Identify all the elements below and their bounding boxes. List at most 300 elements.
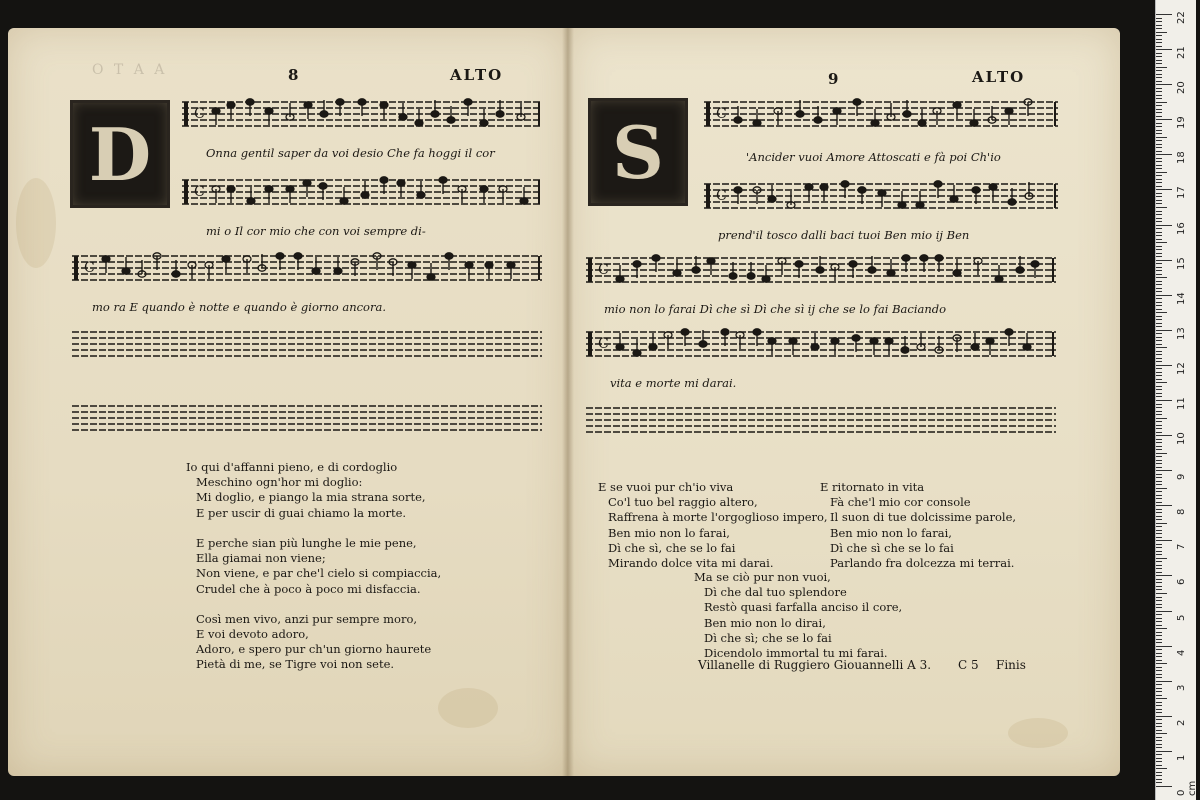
ruler-minor-tick xyxy=(1156,519,1162,520)
colophon: Villanelle di Ruggiero Giouannelli A 3. xyxy=(698,658,932,672)
ruler-minor-tick xyxy=(1156,568,1162,569)
ruler-minor-tick xyxy=(1156,775,1162,776)
ruler-minor-tick xyxy=(1156,523,1167,524)
ruler-minor-tick xyxy=(1156,782,1162,783)
music-staff-2 xyxy=(182,170,542,220)
ruler-minor-tick xyxy=(1156,488,1167,489)
ruler-minor-tick xyxy=(1156,133,1162,134)
poem-line: Dì che sì; che se lo fai xyxy=(704,630,832,645)
ruler-minor-tick xyxy=(1156,274,1162,275)
ruler-minor-tick xyxy=(1156,158,1162,159)
lyric-line-1: 'Ancider vuoi Amore Attoscati e fà poi Ch'io xyxy=(746,150,1001,164)
ruler-minor-tick xyxy=(1156,372,1162,373)
ruler-minor-tick xyxy=(1156,761,1162,762)
poem-line: E se vuoi pur ch'io viva xyxy=(598,480,734,494)
ruler-minor-tick xyxy=(1156,179,1162,180)
ruler-minor-tick xyxy=(1156,779,1162,780)
ruler-minor-tick xyxy=(1156,281,1162,282)
ruler-tick xyxy=(1156,225,1172,226)
ruler-minor-tick xyxy=(1156,46,1162,47)
lyric-line-2: prend'il tosco dalli baci tuoi Ben mio ij Ben xyxy=(718,228,970,242)
ruler-minor-tick xyxy=(1156,600,1162,601)
ruler-minor-tick xyxy=(1156,509,1162,510)
ruler-minor-tick xyxy=(1156,358,1162,359)
ruler-minor-tick xyxy=(1156,467,1162,468)
poem-line xyxy=(186,597,441,612)
svg-text:C: C xyxy=(598,336,609,353)
poem-line: Raffrena à morte l'orgoglioso impero, xyxy=(608,510,828,525)
ruler-minor-tick xyxy=(1156,42,1162,43)
ruler-minor-tick xyxy=(1156,628,1167,629)
ruler-minor-tick xyxy=(1156,456,1162,457)
ruler-minor-tick xyxy=(1156,719,1162,720)
decorated-initial: S xyxy=(588,98,688,206)
poem-line: Dicendolo immortal tu mi farai. xyxy=(704,645,888,660)
ruler-minor-tick xyxy=(1156,263,1162,264)
ruler-minor-tick xyxy=(1156,639,1162,640)
poem-line: Ben mio non lo farai, xyxy=(830,525,952,540)
ruler-minor-tick xyxy=(1156,512,1162,513)
ruler-minor-tick xyxy=(1156,105,1162,106)
ruler-minor-tick xyxy=(1156,586,1162,587)
ruler-minor-tick xyxy=(1156,123,1162,124)
ruler-tick xyxy=(1156,365,1172,366)
ruler-minor-tick xyxy=(1156,126,1162,127)
music-staff-1 xyxy=(704,92,1058,142)
ruler-minor-tick xyxy=(1156,597,1162,598)
ruler-label: 5 xyxy=(1176,614,1187,621)
ruler-minor-tick xyxy=(1156,326,1162,327)
ruler-minor-tick xyxy=(1156,288,1162,289)
ruler-minor-tick xyxy=(1156,674,1162,675)
ruler-tick xyxy=(1156,295,1172,296)
ruler-minor-tick xyxy=(1156,765,1162,766)
ruler-minor-tick xyxy=(1156,140,1162,141)
ruler-minor-tick xyxy=(1156,25,1162,26)
poem-column-2 xyxy=(820,480,1016,571)
ruler-label: 2 xyxy=(1176,719,1187,726)
ruler-tick xyxy=(1156,646,1172,647)
ruler-tick xyxy=(1156,119,1172,120)
ruler-minor-tick xyxy=(1156,182,1162,183)
ruler-label: 19 xyxy=(1176,116,1187,130)
ruler-tick xyxy=(1156,540,1172,541)
ruler-minor-tick xyxy=(1156,407,1162,408)
ruler-minor-tick xyxy=(1156,695,1162,696)
decorated-initial: D xyxy=(70,100,170,208)
ruler-minor-tick xyxy=(1156,214,1162,215)
poem-line: Mirando dolce vita mi darai. xyxy=(608,555,774,570)
ruler-tick xyxy=(1156,470,1172,471)
svg-text:C: C xyxy=(716,188,727,205)
poem-line: E per uscir di guai chiamo la morte. xyxy=(196,505,407,520)
ruler-minor-tick xyxy=(1156,561,1162,562)
ruler-minor-tick xyxy=(1156,723,1162,724)
ruler-minor-tick xyxy=(1156,425,1162,426)
ruler-minor-tick xyxy=(1156,161,1162,162)
ruler-minor-tick xyxy=(1156,670,1162,671)
ruler-minor-tick xyxy=(1156,614,1162,615)
poem-line: Dì che dal tuo splendore xyxy=(704,585,847,600)
poem-line: Io qui d'affanni pieno, e di cordoglio xyxy=(186,460,398,474)
poem-column-1 xyxy=(598,480,828,571)
ruler-minor-tick xyxy=(1156,393,1162,394)
ruler-minor-tick xyxy=(1156,109,1162,110)
ruler-minor-tick xyxy=(1156,347,1167,348)
measurement-ruler xyxy=(1155,0,1196,800)
svg-text:C: C xyxy=(194,106,205,123)
ruler-minor-tick xyxy=(1156,319,1162,320)
lyric-line-3: mo ra E quando è notte e quando è giorno ancora. xyxy=(92,300,386,314)
lyric-line-3: mio non lo farai Dì che sì Dì che sì ij che se lo fai Baciando xyxy=(604,302,947,316)
empty-staff-1 xyxy=(586,398,1056,438)
ruler-minor-tick xyxy=(1156,144,1162,145)
ruler-minor-tick xyxy=(1156,547,1162,548)
ruler-minor-tick xyxy=(1156,589,1162,590)
ruler-tick xyxy=(1156,786,1172,787)
ruler-minor-tick xyxy=(1156,702,1162,703)
ruler-minor-tick xyxy=(1156,396,1162,397)
poem-line: Adoro, e spero pur ch'un giorno haurete xyxy=(196,642,432,657)
ruler-minor-tick xyxy=(1156,312,1167,313)
ruler-label: 16 xyxy=(1176,221,1187,235)
poem-line: E ritornato in vita xyxy=(820,480,925,494)
ruler-minor-tick xyxy=(1156,537,1162,538)
ruler-minor-tick xyxy=(1156,249,1162,250)
ruler-minor-tick xyxy=(1156,481,1162,482)
ruler-minor-tick xyxy=(1156,375,1162,376)
music-staff-4 xyxy=(586,322,1056,372)
ruler-minor-tick xyxy=(1156,625,1162,626)
svg-text:C: C xyxy=(84,260,95,277)
ruler-minor-tick xyxy=(1156,747,1162,748)
ruler-minor-tick xyxy=(1156,200,1162,201)
ruler-minor-tick xyxy=(1156,267,1162,268)
ruler-minor-tick xyxy=(1156,477,1162,478)
music-staff-3 xyxy=(586,248,1056,298)
ruler-minor-tick xyxy=(1156,418,1167,419)
ruler-minor-tick xyxy=(1156,18,1162,19)
ruler-minor-tick xyxy=(1156,502,1162,503)
ruler-minor-tick xyxy=(1156,221,1162,222)
poem-line: Ella giamai non viene; xyxy=(196,551,326,566)
poem-line: Il suon di tue dolcissime parole, xyxy=(830,510,1017,525)
ruler-minor-tick xyxy=(1156,32,1167,33)
ruler-minor-tick xyxy=(1156,88,1162,89)
music-staff-3 xyxy=(72,246,542,296)
ruler-minor-tick xyxy=(1156,663,1167,664)
ruler-minor-tick xyxy=(1156,386,1162,387)
ruler-minor-tick xyxy=(1156,656,1162,657)
ruler-minor-tick xyxy=(1156,453,1167,454)
ruler-minor-tick xyxy=(1156,39,1162,40)
ruler-minor-tick xyxy=(1156,442,1162,443)
ruler-minor-tick xyxy=(1156,772,1162,773)
poem-line: E voi devoto adoro, xyxy=(196,627,309,642)
svg-text:C: C xyxy=(194,184,205,201)
ruler-minor-tick xyxy=(1156,361,1162,362)
ruler-minor-tick xyxy=(1156,463,1162,464)
ruler-minor-tick xyxy=(1156,649,1162,650)
ruler-minor-tick xyxy=(1156,551,1162,552)
ruler-label: 6 xyxy=(1176,579,1187,586)
ruler-minor-tick xyxy=(1156,491,1162,492)
ruler-minor-tick xyxy=(1156,91,1162,92)
ruler-minor-tick xyxy=(1156,70,1162,71)
ruler-minor-tick xyxy=(1156,203,1162,204)
ruler-minor-tick xyxy=(1156,239,1162,240)
ruler-minor-tick xyxy=(1156,740,1162,741)
ruler-minor-tick xyxy=(1156,228,1162,229)
ruler-minor-tick xyxy=(1156,533,1162,534)
ruler-minor-tick xyxy=(1156,754,1162,755)
ruler-minor-tick xyxy=(1156,302,1162,303)
ruler-minor-tick xyxy=(1156,705,1162,706)
ruler-minor-tick xyxy=(1156,351,1162,352)
ruler-minor-tick xyxy=(1156,77,1162,78)
poem-line: Pietà di me, se Tigre voi non sete. xyxy=(196,657,395,672)
ruler-minor-tick xyxy=(1156,498,1162,499)
lyric-line-1: Onna gentil saper da voi desio Che fa hoggi il cor xyxy=(206,146,495,160)
ruler-tick xyxy=(1156,716,1172,717)
ruler-minor-tick xyxy=(1156,95,1162,96)
ruler-label: 22 xyxy=(1176,11,1187,24)
ruler-tick xyxy=(1156,330,1172,331)
ruler-minor-tick xyxy=(1156,63,1162,64)
ruler-label: 14 xyxy=(1176,291,1187,305)
ruler-label: 13 xyxy=(1176,327,1187,340)
ruler-minor-tick xyxy=(1156,544,1162,545)
ruler-tick xyxy=(1156,505,1172,506)
ruler-minor-tick xyxy=(1156,642,1162,643)
ruler-label: 18 xyxy=(1176,151,1187,165)
bleed-through-text: O T A A xyxy=(92,62,168,78)
paper-stain xyxy=(16,178,56,268)
ruler-minor-tick xyxy=(1156,270,1162,271)
ruler-label: 20 xyxy=(1176,81,1187,95)
poem-line: Fà che'l mio cor console xyxy=(830,495,971,510)
poem-line: Dì che sì, che se lo fai xyxy=(608,540,736,555)
ruler-minor-tick xyxy=(1156,484,1162,485)
ruler-minor-tick xyxy=(1156,653,1162,654)
ruler-minor-tick xyxy=(1156,277,1167,278)
poem-column-3 xyxy=(694,570,902,661)
ruler-tick xyxy=(1156,260,1172,261)
ruler-minor-tick xyxy=(1156,660,1162,661)
ruler-label: 0 cm xyxy=(1176,780,1198,796)
ruler-tick xyxy=(1156,751,1172,752)
ruler-minor-tick xyxy=(1156,404,1162,405)
empty-staff-1 xyxy=(72,322,542,362)
ruler-minor-tick xyxy=(1156,28,1162,29)
ruler-minor-tick xyxy=(1156,618,1162,619)
ruler-minor-tick xyxy=(1156,604,1162,605)
poem-line: Parlando fra dolcezza mi terrai. xyxy=(830,555,1015,570)
ruler-tick xyxy=(1156,611,1172,612)
ruler-minor-tick xyxy=(1156,744,1162,745)
ruler-minor-tick xyxy=(1156,193,1162,194)
ruler-minor-tick xyxy=(1156,758,1162,759)
ruler-minor-tick xyxy=(1156,284,1162,285)
ruler-tick xyxy=(1156,189,1172,190)
ruler-minor-tick xyxy=(1156,530,1162,531)
ruler-minor-tick xyxy=(1156,698,1167,699)
ruler-minor-tick xyxy=(1156,474,1162,475)
ruler-minor-tick xyxy=(1156,211,1162,212)
ruler-minor-tick xyxy=(1156,495,1162,496)
book-spine xyxy=(562,28,574,776)
ruler-minor-tick xyxy=(1156,130,1162,131)
ruler-minor-tick xyxy=(1156,207,1167,208)
svg-text:C: C xyxy=(716,106,727,123)
paper-stain xyxy=(1008,718,1068,748)
ruler-tick xyxy=(1156,14,1172,15)
ruler-minor-tick xyxy=(1156,460,1162,461)
ruler-minor-tick xyxy=(1156,323,1162,324)
ruler-minor-tick xyxy=(1156,56,1162,57)
poem-line: Ben mio non lo farai, xyxy=(608,525,730,540)
empty-staff-2 xyxy=(72,396,542,436)
ruler-minor-tick xyxy=(1156,116,1162,117)
ruler-minor-tick xyxy=(1156,607,1162,608)
ruler-minor-tick xyxy=(1156,246,1162,247)
ruler-minor-tick xyxy=(1156,344,1162,345)
ruler-minor-tick xyxy=(1156,137,1167,138)
ruler-minor-tick xyxy=(1156,432,1162,433)
ruler-minor-tick xyxy=(1156,526,1162,527)
ruler-minor-tick xyxy=(1156,151,1162,152)
ruler-minor-tick xyxy=(1156,340,1162,341)
ruler-minor-tick xyxy=(1156,165,1162,166)
ruler-minor-tick xyxy=(1156,81,1162,82)
ruler-minor-tick xyxy=(1156,172,1167,173)
ruler-minor-tick xyxy=(1156,621,1162,622)
ruler-minor-tick xyxy=(1156,677,1162,678)
ruler-minor-tick xyxy=(1156,333,1162,334)
ruler-minor-tick xyxy=(1156,168,1162,169)
ruler-minor-tick xyxy=(1156,309,1162,310)
ruler-label: 15 xyxy=(1176,256,1187,270)
ruler-minor-tick xyxy=(1156,60,1162,61)
ruler-minor-tick xyxy=(1156,389,1162,390)
ruler-minor-tick xyxy=(1156,35,1162,36)
ruler-minor-tick xyxy=(1156,733,1167,734)
ruler-minor-tick xyxy=(1156,253,1162,254)
ruler-minor-tick xyxy=(1156,382,1167,383)
poem-line: Ben mio non lo dirai, xyxy=(704,615,826,630)
ruler-minor-tick xyxy=(1156,147,1162,148)
ruler-tick xyxy=(1156,435,1172,436)
ruler-minor-tick xyxy=(1156,572,1162,573)
ruler-minor-tick xyxy=(1156,242,1167,243)
ruler-minor-tick xyxy=(1156,186,1162,187)
ruler-minor-tick xyxy=(1156,554,1162,555)
ruler-minor-tick xyxy=(1156,354,1162,355)
ruler-minor-tick xyxy=(1156,98,1162,99)
ruler-minor-tick xyxy=(1156,768,1167,769)
ruler-minor-tick xyxy=(1156,67,1167,68)
ruler-minor-tick xyxy=(1156,709,1162,710)
ruler-minor-tick xyxy=(1156,232,1162,233)
ruler-minor-tick xyxy=(1156,21,1162,22)
ruler-minor-tick xyxy=(1156,53,1162,54)
music-staff-1 xyxy=(182,92,542,142)
ruler-label: 7 xyxy=(1176,543,1187,551)
ruler-minor-tick xyxy=(1156,558,1167,559)
ruler-minor-tick xyxy=(1156,256,1162,257)
ruler-minor-tick xyxy=(1156,414,1162,415)
ruler-minor-tick xyxy=(1156,516,1162,517)
ruler-minor-tick xyxy=(1156,737,1162,738)
ruler-minor-tick xyxy=(1156,579,1162,580)
music-staff-2 xyxy=(704,174,1058,224)
ruler-minor-tick xyxy=(1156,449,1162,450)
ruler-minor-tick xyxy=(1156,337,1162,338)
lyric-line-4: vita e morte mi darai. xyxy=(610,376,737,390)
ruler-minor-tick xyxy=(1156,298,1162,299)
ruler-minor-tick xyxy=(1156,368,1162,369)
ruler-tick xyxy=(1156,84,1172,85)
ruler-minor-tick xyxy=(1156,712,1162,713)
page-number: 8 xyxy=(288,66,301,84)
poem-line: E perche sian più lunghe le mie pene, xyxy=(196,535,417,550)
poem-line: Ma se ciò pur non vuoi, xyxy=(694,570,831,584)
ruler-minor-tick xyxy=(1156,379,1162,380)
paper-stain xyxy=(438,688,498,728)
ruler-tick xyxy=(1156,575,1172,576)
ruler-label: 21 xyxy=(1176,46,1187,60)
poem-line: Non viene, e par che'l cielo si compiaccia, xyxy=(196,566,442,581)
ruler-minor-tick xyxy=(1156,730,1162,731)
voice-heading: ALTO xyxy=(972,68,1026,86)
ruler-minor-tick xyxy=(1156,411,1162,412)
ruler-minor-tick xyxy=(1156,446,1162,447)
ruler-label: 12 xyxy=(1176,362,1187,375)
ruler-label: 17 xyxy=(1176,186,1187,200)
ruler-label: 9 xyxy=(1176,473,1187,481)
ruler-minor-tick xyxy=(1156,218,1162,219)
voice-heading: ALTO xyxy=(450,66,504,84)
ruler-label: 4 xyxy=(1176,649,1187,656)
ruler-minor-tick xyxy=(1156,667,1162,668)
ruler-minor-tick xyxy=(1156,582,1162,583)
svg-text:C: C xyxy=(598,262,609,279)
poem-line: Dì che sì che se lo fai xyxy=(830,540,954,555)
ruler-minor-tick xyxy=(1156,726,1162,727)
poem-line: Meschino ogn'hor mi doglio: xyxy=(196,475,363,490)
poem-text xyxy=(186,460,441,673)
ruler-minor-tick xyxy=(1156,428,1162,429)
ruler-tick xyxy=(1156,681,1172,682)
poem-line: Restò quasi farfalla anciso il core, xyxy=(704,600,903,615)
ruler-minor-tick xyxy=(1156,175,1162,176)
ruler-tick xyxy=(1156,154,1172,155)
ruler-minor-tick xyxy=(1156,635,1162,636)
poem-line: Co'l tuo bel raggio altero, xyxy=(608,495,758,510)
ruler-minor-tick xyxy=(1156,691,1162,692)
ruler-minor-tick xyxy=(1156,74,1162,75)
page-number: 9 xyxy=(828,70,841,88)
finis-label: Finis xyxy=(996,658,1026,672)
ruler-minor-tick xyxy=(1156,632,1162,633)
signature-mark: C 5 xyxy=(958,658,979,672)
ruler-minor-tick xyxy=(1156,291,1162,292)
poem-line xyxy=(186,521,441,536)
ruler-tick xyxy=(1156,49,1172,50)
ruler-minor-tick xyxy=(1156,102,1167,103)
ruler-minor-tick xyxy=(1156,112,1162,113)
ruler-minor-tick xyxy=(1156,593,1167,594)
